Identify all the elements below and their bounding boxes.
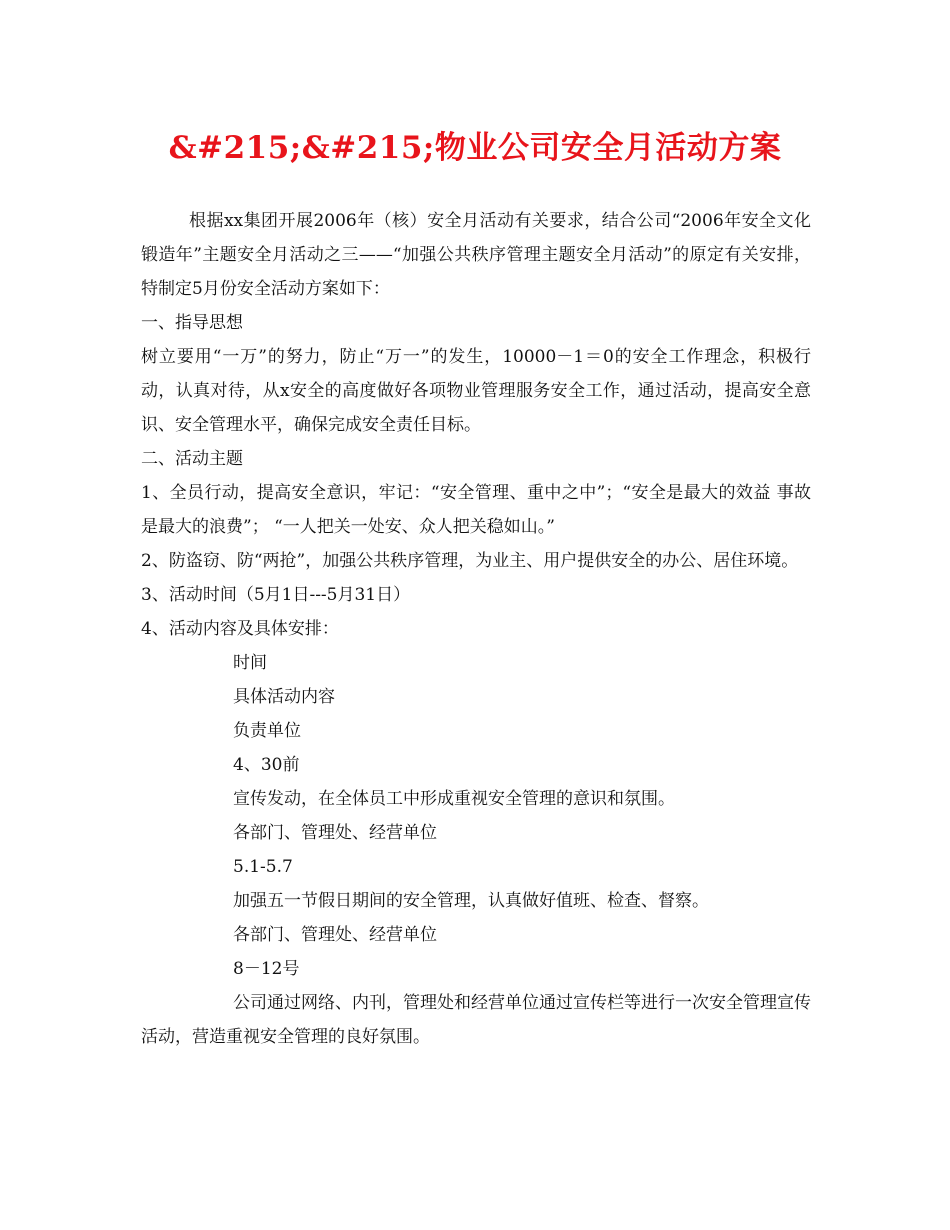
theme-item-1: 1、全员行动，提高安全意识，牢记：“安全管理、重中之中”；“安全是最大的效益 事故是最大的浪费”； “一人把关一处安、众人把关稳如山。” [141, 483, 811, 537]
guiding-thought-paragraph: 树立要用“一万”的努力，防止“万一”的发生，10000－1＝0的安全工作理念，积极行动，认真对待，从x安全的高度做好各项物业管理服务安全工作，通过活动，提高安全意识、安全管理水平，确保完成安全责任目标。 [141, 347, 811, 435]
document-title: &#215;&#215;物业公司安全月活动方案 [168, 130, 782, 166]
table-header-time: 时间 [233, 653, 267, 673]
table-row-2-content: 加强五一节假日期间的安全管理，认真做好值班、检查、督察。 [233, 891, 709, 911]
theme-item-3: 3、活动时间（5月1日---5月31日） [141, 585, 411, 605]
intro-paragraph: 根据xx集团开展2006年（核）安全月活动有关要求，结合公司“2006年安全文化锻造年”主题安全月活动之三——“加强公共秩序管理主题安全月活动”的原定有关安排，特制定5月份安全活动方案如下： [141, 211, 811, 299]
section-heading-activity-theme: 二、活动主题 [141, 449, 243, 469]
table-row-2-time: 5.1-5.7 [233, 857, 293, 877]
table-row-1-unit: 各部门、管理处、经营单位 [233, 823, 437, 843]
table-header-unit: 负责单位 [233, 721, 301, 741]
table-row-3-time: 8－12号 [233, 959, 300, 979]
table-row-1-content: 宣传发动，在全体员工中形成重视安全管理的意识和氛围。 [233, 789, 675, 809]
theme-item-4: 4、活动内容及具体安排： [141, 619, 339, 639]
table-row-1-time: 4、30前 [233, 755, 300, 775]
section-heading-guiding-thought: 一、指导思想 [141, 313, 243, 333]
table-row-2-unit: 各部门、管理处、经营单位 [233, 925, 437, 945]
table-header-content: 具体活动内容 [233, 687, 335, 707]
theme-item-2: 2、防盗窃、防“两抢”，加强公共秩序管理，为业主、用户提供安全的办公、居住环境。 [141, 551, 799, 571]
table-row-3-content: 公司通过网络、内刊，管理处和经营单位通过宣传栏等进行一次安全管理宣传活动，营造重视安全管理的良好氛围。 [141, 993, 811, 1047]
document-body [141, 204, 811, 1054]
